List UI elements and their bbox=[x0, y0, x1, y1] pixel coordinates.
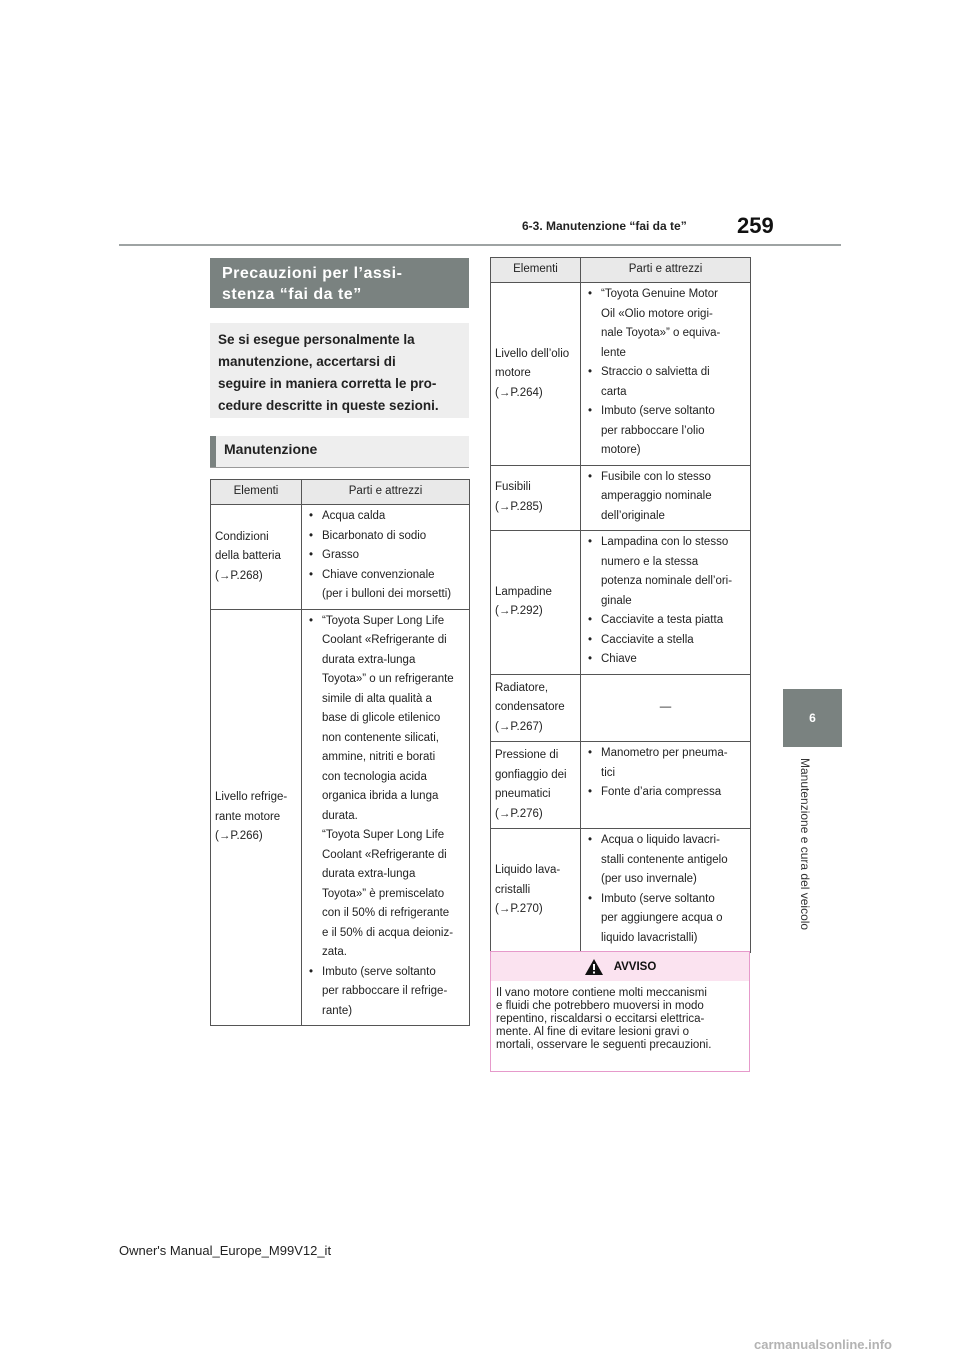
parts-line: Coolant «Refrigerante di bbox=[322, 634, 447, 646]
item-line: motore bbox=[495, 367, 531, 379]
parts-line: per aggiungere acqua o bbox=[601, 912, 723, 924]
parts-line: • Imbuto (serve soltanto bbox=[601, 892, 715, 905]
parts-line: • Cacciavite a testa piatta bbox=[601, 614, 724, 626]
parts-list bbox=[585, 744, 747, 803]
intro-line: manutenzione, accertarsi di bbox=[218, 354, 396, 369]
warning-line: repentino, riscaldarsi o eccitarsi elettrica- bbox=[496, 1013, 705, 1025]
parts-line: • Imbuto (serve soltanto bbox=[601, 405, 715, 417]
maintenance-table-left bbox=[210, 479, 470, 1026]
parts-cell bbox=[581, 531, 751, 675]
parts-list-item bbox=[585, 611, 747, 631]
item-line: (→P.268) bbox=[215, 569, 263, 582]
parts-line: durata extra-lunga bbox=[322, 653, 416, 666]
parts-list-item bbox=[585, 285, 747, 363]
section-title bbox=[210, 258, 469, 308]
parts-cell bbox=[581, 465, 751, 531]
parts-cell: — bbox=[581, 674, 751, 742]
parts-line: rante) bbox=[322, 1004, 353, 1017]
parts-line: simile di alta qualità a bbox=[322, 692, 432, 705]
maintenance-table-right bbox=[490, 257, 751, 953]
parts-line: durata extra-lunga bbox=[322, 868, 416, 880]
item-cell bbox=[211, 609, 302, 1026]
parts-line: ginale bbox=[601, 594, 632, 607]
intro-text bbox=[210, 323, 469, 418]
item-line: della batteria bbox=[215, 550, 281, 562]
item-line: cristalli bbox=[495, 883, 531, 896]
parts-list bbox=[585, 468, 747, 527]
parts-line: • Fonte d’aria compressa bbox=[601, 786, 722, 798]
item-line: condensatore bbox=[495, 701, 565, 713]
parts-line: nale Toyota»” o equiva- bbox=[601, 327, 721, 339]
table-row bbox=[491, 465, 751, 531]
parts-line: Oil «Olio motore origi- bbox=[601, 307, 713, 320]
item-cell bbox=[491, 829, 581, 953]
parts-list-item bbox=[585, 783, 747, 803]
parts-line: amperaggio nominale bbox=[601, 490, 712, 502]
footer-text: Owner's Manual_Europe_M99V12_it bbox=[119, 1243, 332, 1258]
item-cell bbox=[211, 505, 302, 610]
parts-line: dell’originale bbox=[601, 509, 665, 522]
item-line: rante motore bbox=[215, 810, 281, 823]
parts-list-item bbox=[585, 402, 747, 461]
parts-line: durata. bbox=[322, 809, 358, 822]
warning-line: Il vano motore contiene molti meccanismi bbox=[496, 987, 707, 999]
item-line: Condizioni bbox=[215, 530, 269, 543]
parts-cell bbox=[302, 505, 470, 610]
table-row bbox=[491, 674, 751, 742]
table-header-row bbox=[211, 480, 470, 505]
table-row bbox=[211, 609, 470, 1026]
parts-list-item bbox=[585, 744, 747, 783]
warning-text bbox=[491, 981, 749, 1058]
subheading: Manutenzione bbox=[210, 436, 469, 467]
item-line: gonfiaggio dei bbox=[495, 768, 567, 781]
parts-list-item bbox=[585, 890, 747, 949]
warning-header bbox=[491, 952, 749, 981]
parts-list-item bbox=[306, 546, 466, 566]
header-parts: Parti e attrezzi bbox=[302, 480, 470, 505]
parts-list-item bbox=[306, 527, 466, 547]
intro-line: seguire in maniera corretta le pro- bbox=[218, 376, 437, 391]
parts-list-item bbox=[306, 612, 466, 963]
warning-line: e fluidi che potrebbero muoversi in modo bbox=[496, 1000, 704, 1012]
parts-list-item bbox=[585, 363, 747, 402]
parts-line: “Toyota Super Long Life bbox=[322, 829, 445, 841]
parts-line: zata. bbox=[322, 946, 347, 958]
parts-list-item bbox=[306, 963, 466, 1022]
parts-line: (per i bulloni dei morsetti) bbox=[322, 588, 452, 600]
parts-list-item bbox=[585, 631, 747, 651]
parts-line: con il 50% di refrigerante bbox=[322, 907, 450, 919]
item-cell bbox=[491, 531, 581, 675]
parts-line: • Lampadina con lo stesso bbox=[601, 536, 729, 548]
section-title-line: stenza “fai da te” bbox=[222, 286, 362, 303]
item-cell bbox=[491, 674, 581, 742]
item-line: Livello dell’olio bbox=[495, 347, 570, 360]
parts-line: • Imbuto (serve soltanto bbox=[322, 965, 436, 978]
parts-line: tici bbox=[601, 766, 616, 779]
item-cell bbox=[491, 465, 581, 531]
parts-line: lente bbox=[601, 346, 626, 359]
parts-cell bbox=[302, 609, 470, 1026]
parts-line: • Grasso bbox=[322, 549, 360, 561]
item-line: Liquido lava- bbox=[495, 864, 561, 877]
warning-box bbox=[490, 951, 750, 1072]
table-row bbox=[491, 283, 751, 466]
parts-list bbox=[585, 285, 747, 461]
item-line: (→P.270) bbox=[495, 903, 543, 916]
item-line: Radiatore, bbox=[495, 681, 549, 694]
parts-line: base di glicole etilenico bbox=[322, 712, 441, 724]
chapter-tab: 6 bbox=[783, 689, 842, 747]
item-cell bbox=[491, 742, 581, 829]
table-row bbox=[491, 742, 751, 829]
parts-line: Coolant «Refrigerante di bbox=[322, 848, 447, 861]
parts-line: • Manometro per pneuma- bbox=[601, 747, 728, 759]
parts-line: con tecnologia acida bbox=[322, 770, 427, 783]
parts-line: • Fusibile con lo stesso bbox=[601, 470, 711, 483]
parts-list-item bbox=[585, 650, 747, 670]
parts-cell bbox=[581, 742, 751, 829]
parts-list bbox=[585, 831, 747, 948]
parts-list-item bbox=[585, 468, 747, 527]
parts-line: non contenente silicati, bbox=[322, 731, 439, 744]
subheading-rule bbox=[210, 467, 469, 468]
item-line: (→P.267) bbox=[495, 720, 543, 733]
parts-line: Toyota»” o un refrigerante bbox=[322, 673, 454, 685]
parts-list-item bbox=[585, 533, 747, 611]
section-header: 6-3. Manutenzione “fai da te” bbox=[522, 219, 687, 233]
parts-line: • Bicarbonato di sodio bbox=[322, 529, 427, 542]
warning-label: AVVISO bbox=[613, 960, 657, 973]
parts-line: motore) bbox=[601, 444, 641, 456]
warning-line: mente. Al fine di evitare lesioni gravi o bbox=[496, 1026, 690, 1038]
parts-list-item bbox=[585, 831, 747, 890]
item-line: (→P.266) bbox=[215, 830, 263, 842]
parts-line: • “Toyota Super Long Life bbox=[322, 614, 445, 627]
item-line: Livello refrige- bbox=[215, 791, 288, 803]
item-cell bbox=[491, 283, 581, 466]
intro-line: cedure descritte in queste sezioni. bbox=[218, 398, 439, 413]
parts-list-item bbox=[306, 566, 466, 605]
chapter-label: Manutenzione e cura del veicolo bbox=[798, 758, 812, 931]
parts-line: • Straccio o salvietta di bbox=[601, 366, 710, 378]
section-title-line: Precauzioni per l’assi- bbox=[222, 265, 403, 282]
parts-list-item bbox=[306, 507, 466, 527]
parts-line: numero e la stessa bbox=[601, 555, 699, 568]
table-row bbox=[211, 505, 470, 610]
table-row bbox=[491, 829, 751, 953]
parts-line: (per uso invernale) bbox=[601, 873, 697, 885]
table-row bbox=[491, 531, 751, 675]
parts-line: organica ibrida a lunga bbox=[322, 790, 439, 802]
item-line: (→P.285) bbox=[495, 500, 543, 513]
parts-line: ammine, nitriti e borati bbox=[322, 751, 436, 763]
item-line: (→P.292) bbox=[495, 605, 543, 618]
parts-cell bbox=[581, 283, 751, 466]
parts-line: potenza nominale dell’ori- bbox=[601, 575, 733, 587]
header-items: Elementi bbox=[211, 480, 302, 505]
parts-list bbox=[306, 507, 466, 605]
parts-line: • Chiave bbox=[601, 653, 637, 665]
parts-list bbox=[585, 533, 747, 670]
header-rule bbox=[119, 244, 841, 246]
watermark: carmanualsonline.info bbox=[754, 1337, 892, 1352]
parts-line: • Cacciavite a stella bbox=[601, 633, 694, 646]
item-line: Lampadine bbox=[495, 585, 552, 598]
parts-line: • Acqua o liquido lavacri- bbox=[601, 834, 720, 846]
warning-line: mortali, osservare le seguenti precauzioni. bbox=[496, 1039, 712, 1051]
parts-cell bbox=[581, 829, 751, 953]
parts-line: • “Toyota Genuine Motor bbox=[601, 288, 718, 300]
header-parts: Parti e attrezzi bbox=[581, 258, 751, 283]
item-line: pneumatici bbox=[495, 788, 551, 800]
parts-line: stalli contenente antigelo bbox=[601, 853, 728, 866]
parts-line: • Chiave convenzionale bbox=[322, 568, 435, 581]
parts-line: carta bbox=[601, 385, 627, 398]
parts-line: per rabboccare l’olio bbox=[601, 424, 705, 437]
parts-line: • Acqua calda bbox=[322, 510, 386, 522]
intro-line: Se si esegue personalmente la bbox=[218, 332, 415, 347]
parts-line: liquido lavacristalli) bbox=[601, 931, 698, 944]
header-items: Elementi bbox=[491, 258, 581, 283]
parts-line: Toyota»” è premiscelato bbox=[322, 887, 445, 900]
parts-line: e il 50% di acqua deioniz- bbox=[322, 926, 454, 939]
parts-list bbox=[306, 612, 466, 1022]
parts-line: per rabboccare il refrige- bbox=[322, 985, 448, 997]
item-line: Pressione di bbox=[495, 749, 559, 761]
table-header-row bbox=[491, 258, 751, 283]
item-line: (→P.264) bbox=[495, 386, 543, 399]
page-number: 259 bbox=[737, 213, 774, 238]
warning-icon bbox=[584, 958, 604, 976]
item-line: (→P.276) bbox=[495, 807, 543, 820]
item-line: Fusibili bbox=[495, 481, 531, 494]
